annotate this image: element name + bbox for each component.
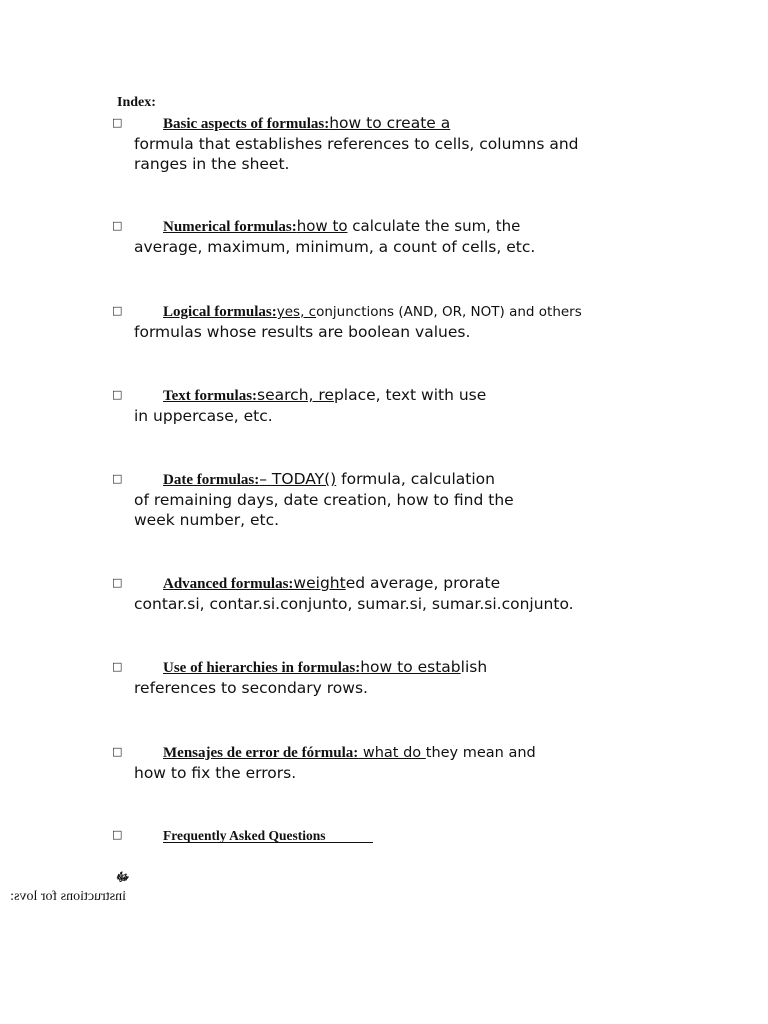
item-desc-underlined: weight xyxy=(293,574,346,592)
list-item xyxy=(112,469,732,530)
mirrored-text: instructions for lovs: xyxy=(10,889,126,904)
list-item xyxy=(112,301,732,342)
item-label: Date formulas: xyxy=(163,472,260,488)
item-label: Basic aspects of formulas: xyxy=(163,116,330,132)
list-item xyxy=(112,113,732,174)
item-desc-underlined: how to xyxy=(296,217,348,235)
item-continuation: formula that establishes references to cells, columns and xyxy=(134,135,579,153)
checkbox-bullet-icon: □ xyxy=(112,116,123,129)
item-desc: they mean and xyxy=(425,745,536,761)
item-continuation: of remaining days, date creation, how to find the xyxy=(134,491,514,509)
list-item xyxy=(112,385,732,426)
item-desc-underlined: search, re xyxy=(257,386,334,404)
checkbox-bullet-icon: □ xyxy=(112,388,123,401)
item-label: Use of hierarchies in formulas: xyxy=(163,660,361,676)
item-continuation: average, maximum, minimum, a count of cells, etc. xyxy=(134,238,536,256)
item-label: Advanced formulas: xyxy=(163,576,294,592)
checkbox-bullet-icon: □ xyxy=(112,745,123,758)
list-item xyxy=(112,742,732,783)
item-continuation: in uppercase, etc. xyxy=(134,407,273,425)
item-desc: calculate the sum, the xyxy=(347,217,521,235)
item-continuation: contar.si, contar.si.conjunto, sumar.si, sumar.si.conjunto. xyxy=(134,595,574,613)
item-continuation: references to secondary rows. xyxy=(134,679,368,697)
list-item xyxy=(112,573,732,614)
item-desc-underlined: how to estab xyxy=(360,658,461,676)
item-label: Frequently Asked Questions xyxy=(163,828,326,843)
item-desc: ed average, prorate xyxy=(345,574,501,592)
item-desc: place, text with use xyxy=(333,386,487,404)
item-desc: formula, calculation xyxy=(336,470,495,488)
item-label: Logical formulas: xyxy=(163,304,277,320)
list-item xyxy=(112,216,732,257)
item-label: Numerical formulas: xyxy=(163,219,297,235)
item-desc-underlined: yes, c xyxy=(276,304,317,320)
item-desc-underlined: what do xyxy=(358,745,426,761)
list-item xyxy=(112,657,732,698)
item-desc-underlined: – TODAY() xyxy=(259,470,337,488)
checkbox-bullet-icon: □ xyxy=(112,304,123,317)
checkbox-bullet-icon: □ xyxy=(112,219,123,232)
checkbox-bullet-icon: □ xyxy=(112,660,123,673)
item-desc: lish xyxy=(460,658,488,676)
item-continuation: how to fix the errors. xyxy=(134,764,297,782)
scribble-mark: ﷻ xyxy=(116,870,130,884)
item-continuation: ranges in the sheet. xyxy=(134,155,290,173)
checkbox-bullet-icon: □ xyxy=(112,576,123,589)
index-title: Index: xyxy=(117,95,156,110)
item-continuation: formulas whose results are boolean values. xyxy=(134,323,471,341)
checkbox-bullet-icon: □ xyxy=(112,472,123,485)
item-continuation: week number, etc. xyxy=(134,511,280,529)
item-label: Text formulas: xyxy=(163,388,258,404)
item-label: Mensajes de error de fórmula: xyxy=(163,745,359,761)
checkbox-bullet-icon: □ xyxy=(112,828,123,841)
faq-underline-rule xyxy=(163,842,373,843)
item-desc-underlined: how to create a xyxy=(329,114,451,132)
item-desc: onjunctions (AND, OR, NOT) and others xyxy=(316,304,582,320)
